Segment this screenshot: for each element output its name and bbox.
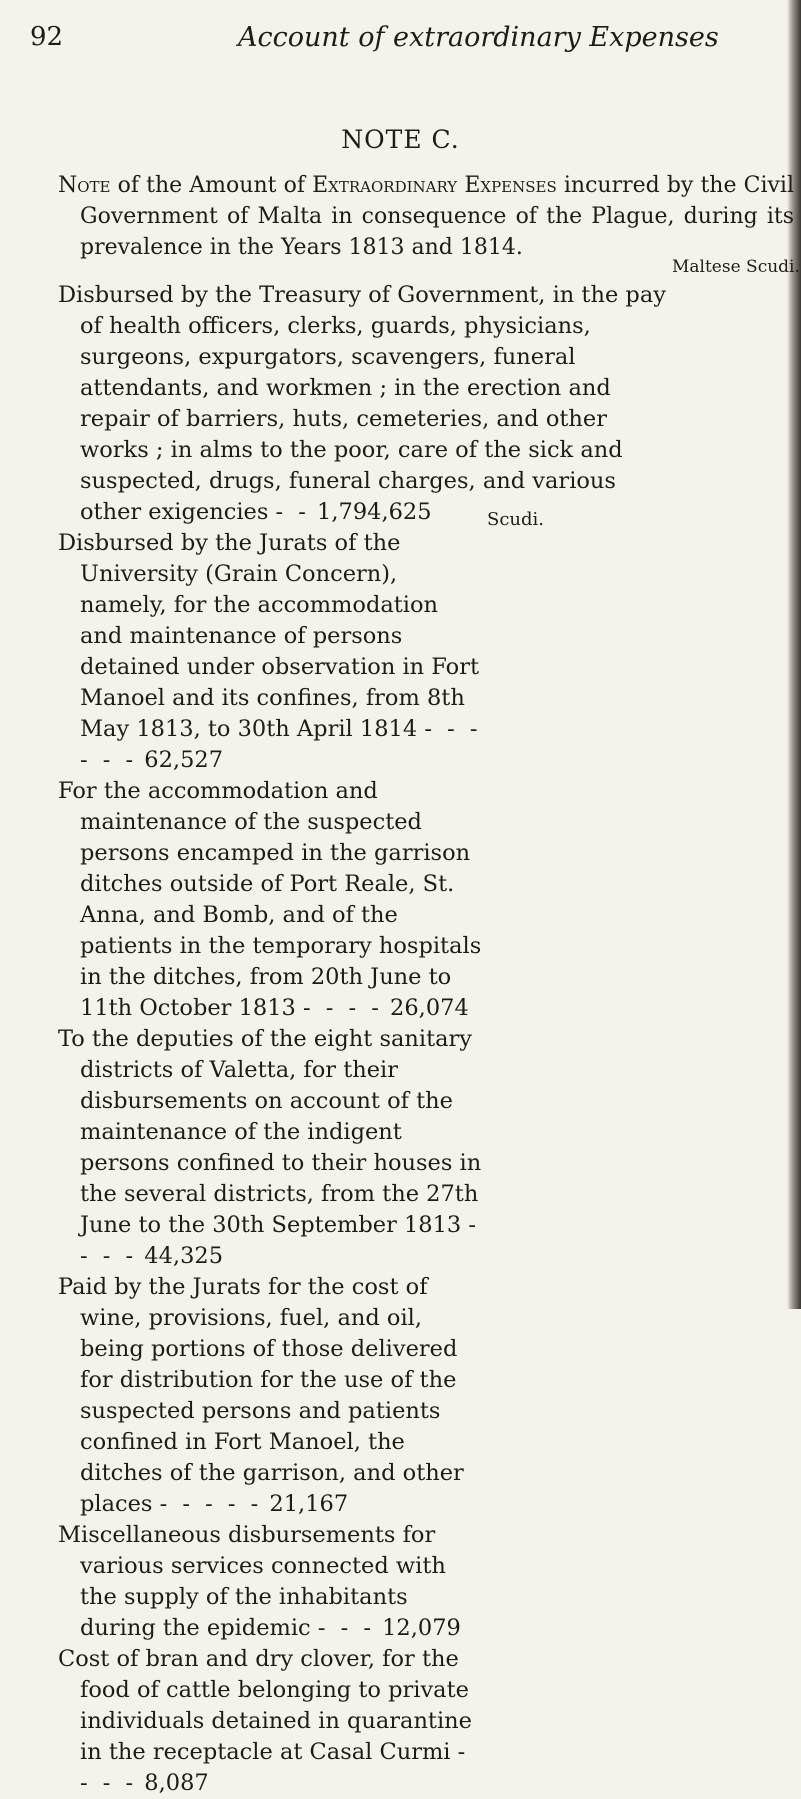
page-number: 92 bbox=[30, 22, 64, 52]
expense-entries bbox=[58, 280, 758, 1799]
entry-leader: - - - bbox=[317, 1615, 375, 1641]
entry-text: For the accommodation and maintenance of the suspected persons encamped in the garrison ditches outside of Port Reale, St. Anna, and Bomb, and of the patients in the temporary hospitals in the ditches, from 20th June to 11th October 1813 bbox=[58, 778, 482, 1021]
entry-amount: 12,079 bbox=[382, 1615, 461, 1641]
expense-entry bbox=[58, 1272, 484, 1520]
entry-leader: - - - - bbox=[303, 995, 383, 1021]
entry-leader: - - - - - - bbox=[80, 716, 482, 773]
entry-text: Disbursed by the Jurats of the University (Grain Concern), namely, for the accommodation and maintenance of persons detained under observation in Fort Manoel and its confines, from 8th May 1813, to 30th April 1814 bbox=[58, 530, 480, 742]
entry-amount: 44,325 bbox=[144, 1243, 224, 1269]
note-title: NOTE C. bbox=[341, 125, 460, 154]
expense-entry bbox=[58, 280, 680, 528]
intro-rest: incurred by the Civil Government of Malta in consequence of the Plague, during its prevalence in the Years 1813 and 1814. bbox=[80, 173, 794, 260]
entry-text: Miscellaneous disbursements for various services connected with the supply of the inhabitants during the epidemic bbox=[58, 1522, 446, 1641]
expense-entry bbox=[58, 1024, 484, 1272]
entry-amount: 8,087 bbox=[144, 1770, 209, 1796]
entry-leader: - - - - bbox=[80, 1739, 470, 1796]
intro-small-caps: Extraordinary Expenses bbox=[312, 173, 557, 198]
intro-of: of the Amount of bbox=[117, 173, 305, 198]
currency-label-scudi: Scudi. bbox=[487, 509, 545, 530]
entry-leader: - - - - bbox=[80, 1212, 481, 1269]
expense-entry bbox=[58, 528, 484, 776]
expense-entry bbox=[58, 1520, 484, 1644]
entry-leader: - - - - - bbox=[159, 1491, 263, 1517]
intro-prefix: Note bbox=[58, 173, 111, 198]
currency-label-maltese-scudi: Maltese Scudi. bbox=[672, 257, 800, 277]
expense-entry bbox=[58, 1644, 484, 1799]
entry-amount: 21,167 bbox=[269, 1491, 349, 1517]
entry-text: Paid by the Jurats for the cost of wine, provisions, fuel, and oil, being portions of those delivered for distribution for the use of the suspected persons and patients confined in Fort Manoel, the ditches of the garrison, and other places bbox=[58, 1274, 464, 1517]
entry-leader: - - bbox=[275, 499, 310, 525]
entry-text: To the deputies of the eight sanitary districts of Valetta, for their disbursements on account of the maintenance of the indigent persons confined to their houses in the several districts, from the 27th June to the 30th September 1813 bbox=[58, 1026, 482, 1238]
running-title: Account of extraordinary Expenses bbox=[238, 22, 719, 53]
expense-entry bbox=[58, 776, 484, 1024]
page-header bbox=[30, 22, 770, 62]
entry-text: Cost of bran and dry clover, for the food of cattle belonging to private individuals detained in quarantine in the receptacle at Casal Curmi bbox=[58, 1646, 472, 1765]
entry-text: Disbursed by the Treasury of Government, in the pay of health officers, clerks, guards, physicians, surgeons, expurgators, scavengers, funeral attendants, and workmen ; in the erection and repair of barriers, huts, cemeteries, and other works ; in alms to the poor, care of the sick and suspected, drugs, funeral charges, and various other exigencies bbox=[58, 282, 666, 525]
entry-amount: 26,074 bbox=[390, 995, 469, 1021]
entry-amount: 1,794,625 bbox=[317, 499, 432, 525]
entry-amount: 62,527 bbox=[144, 747, 224, 773]
note-intro bbox=[58, 170, 794, 263]
